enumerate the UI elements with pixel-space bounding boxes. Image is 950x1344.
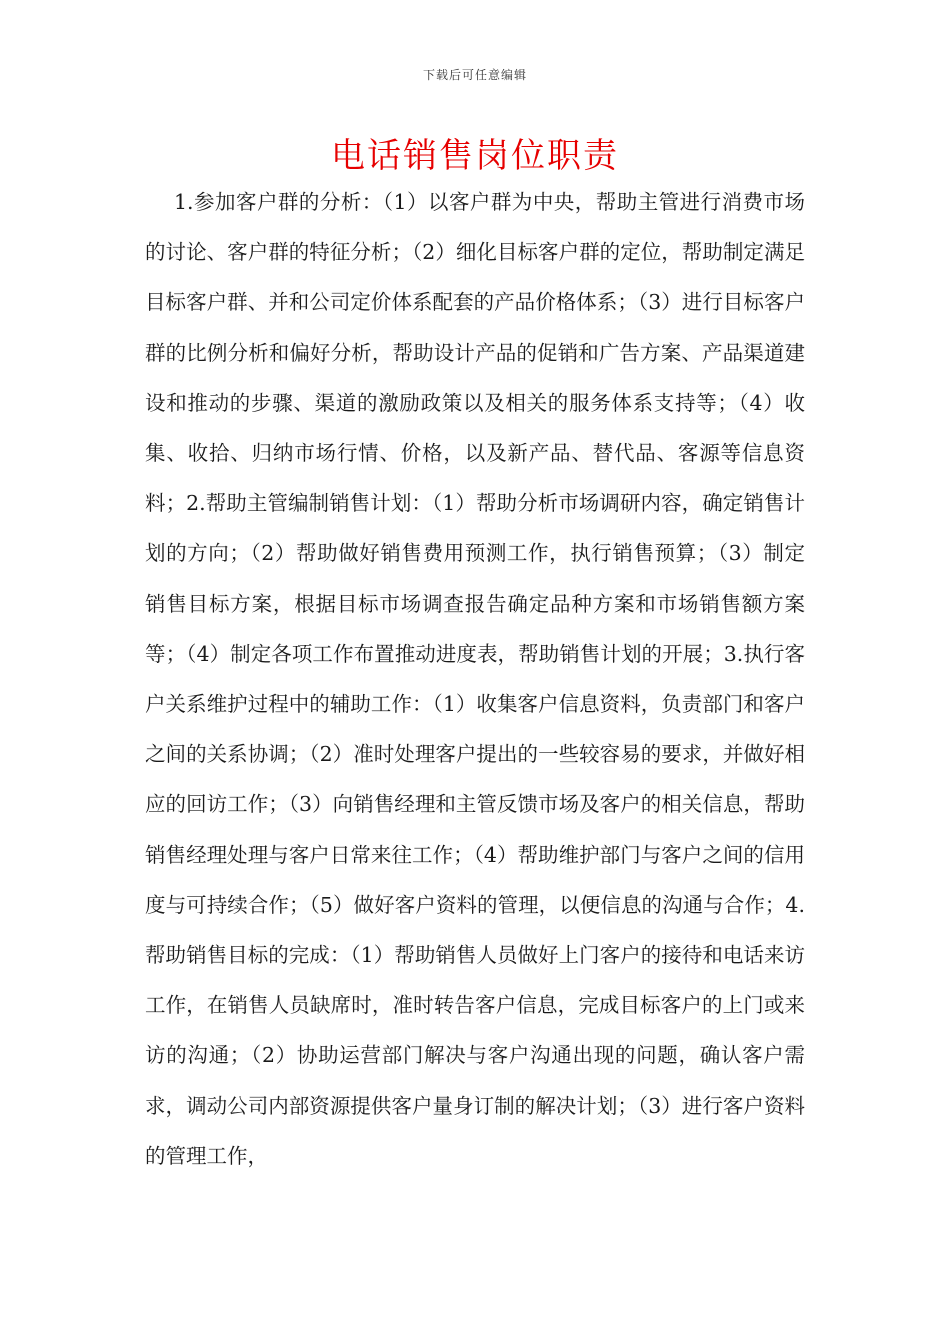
header-note: 下载后可任意编辑: [422, 68, 527, 82]
document-title: 电话销售岗位职责: [331, 136, 619, 176]
document-body: 1.参加客户群的分析：（1）以客户群为中央，帮助主管进行消费市场的讨论、客户群的特征分析；（2）细化目标客户群的定位，帮助制定满足目标客户群、并和公司定价体系配套的产品价格体系；（3）进行目标客户群的比例分析和偏好分析，帮助设计产品的促销和广告方案、产品渠道建设和推动的步骤、渠道的激励政策以及相关的服务体系支持等；（4）收集、收拾、归纳市场行情、价格，以及新产品、替代品、客源等信息资料；2.帮助主管编制销售计划：（1）帮助分析市场调研内容，确定销售计划的方向；（2）帮助做好销售费用预测工作，执行销售预算；（3）制定销售目标方案，根据目标市场调查报告确定品种方案和市场销售额方案等；（4）制定各项工作布置推动进度表，帮助销售计划的开展；3.执行客户关系维护过程中的辅助工作：（1）收集客户信息资料，负责部门和客户之间的关系协调；（2）准时处理客户提出的一些较容易的要求，并做好相应的回访工作；（3）向销售经理和主管反馈市场及客户的相关信息，帮助销售经理处理与客户日常来往工作；（4）帮助维护部门与客户之间的信用度与可持续合作；（5）做好客户资料的管理，以便信息的沟通与合作；4.帮助销售目标的完成：（1）帮助销售人员做好上门客户的接待和电话来访工作，在销售人员缺席时，准时转告客户信息，完成目标客户的上门或来访的沟通；（2）协助运营部门解决与客户沟通出现的问题，确认客户需求，调动公司内部资源提供客户量身订制的解决计划；（3）进行客户资料的管理工作，: [145, 190, 805, 1168]
